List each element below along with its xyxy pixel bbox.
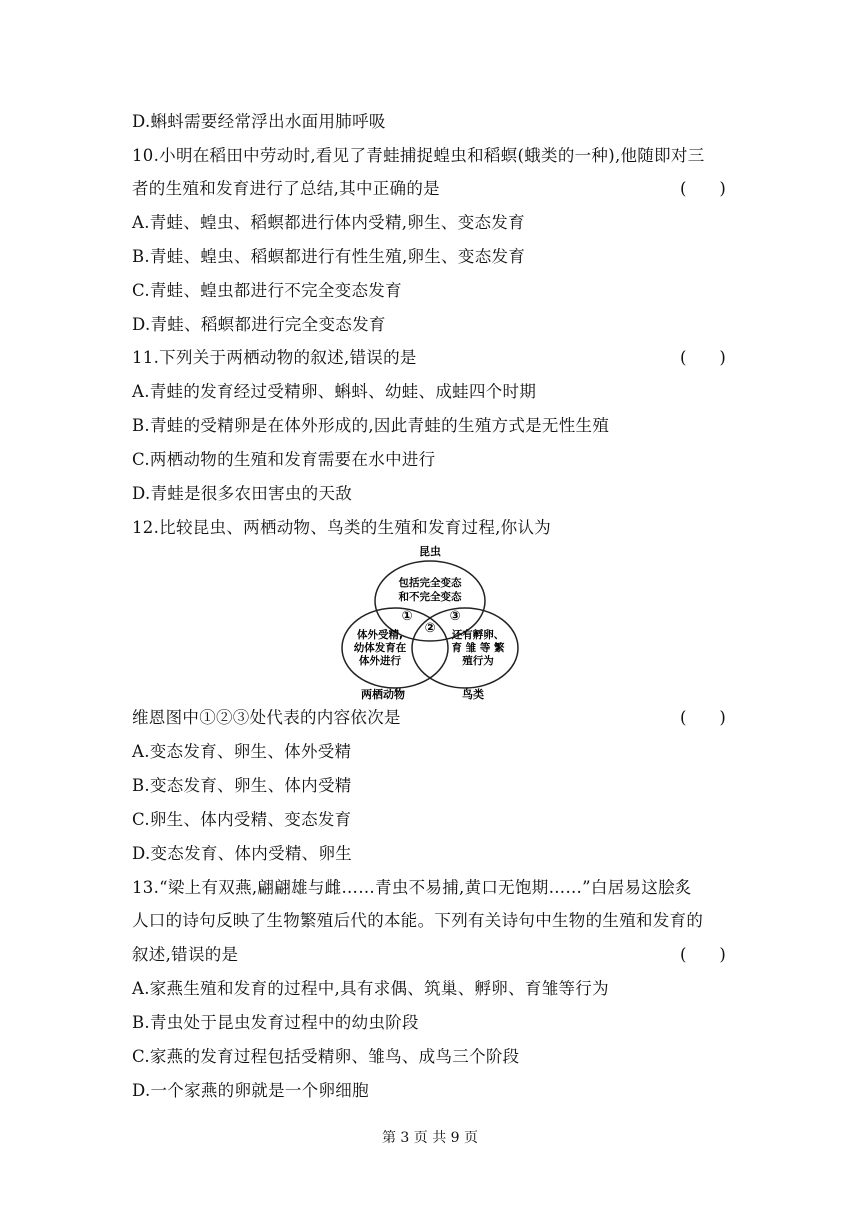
q10-stem-line2: 者的生殖和发育进行了总结,其中正确的是 xyxy=(132,179,440,198)
q12-option-d: D.变态发育、体内受精、卵生 xyxy=(132,844,353,863)
q11-option-d: D.青蛙是很多农田害虫的天敌 xyxy=(132,484,353,503)
q13-option-c: C.家燕的发育过程包括受精卵、雏鸟、成鸟三个阶段 xyxy=(132,1047,520,1066)
venn-mark-1: ① xyxy=(401,609,413,624)
q13-answer-paren: ( ) xyxy=(680,945,726,964)
q10-answer-paren: ( ) xyxy=(680,179,726,198)
q11-stem: 11.下列关于两栖动物的叙述,错误的是 xyxy=(132,348,417,367)
q12-stem-line2: 维恩图中①②③处代表的内容依次是 xyxy=(132,708,401,727)
venn-mark-2: ② xyxy=(424,621,436,636)
q12-option-b: B.变态发育、卵生、体内受精 xyxy=(132,776,352,795)
q10-option-a: A.青蛙、蝗虫、稻螟都进行体内受精,卵生、变态发育 xyxy=(132,213,525,232)
venn-label-insect: 昆虫 xyxy=(419,545,441,558)
q12-answer-paren: ( ) xyxy=(680,708,726,727)
q11-answer-paren: ( ) xyxy=(680,348,726,367)
q12-option-c: C.卵生、体内受精、变态发育 xyxy=(132,810,352,829)
venn-insect-text-2: 和不完全变态 xyxy=(398,591,462,603)
q10-option-b: B.青蛙、蝗虫、稻螟都进行有性生殖,卵生、变态发育 xyxy=(132,247,526,266)
venn-amphibian-text-1: 体外受精, xyxy=(357,629,403,641)
q11-option-b: B.青蛙的受精卵是在体外形成的,因此青蛙的生殖方式是无性生殖 xyxy=(132,416,610,435)
q12-stem-line1: 12.比较昆虫、两栖动物、鸟类的生殖和发育过程,你认为 xyxy=(132,518,552,537)
venn-bird-text-3: 殖行为 xyxy=(462,655,494,667)
q10-stem-line1: 10.小明在稻田中劳动时,看见了青蛙捕捉蝗虫和稻螟(蛾类的一种),他随即对三 xyxy=(132,146,705,165)
venn-label-bird: 鸟类 xyxy=(462,688,484,701)
q12-option-a: A.变态发育、卵生、体外受精 xyxy=(132,742,352,761)
q13-stem-line1: 13.“梁上有双燕,翩翩雄与雌……青虫不易捕,黄口无饱期……”白居易这脍炙 xyxy=(132,878,692,897)
venn-diagram xyxy=(335,543,525,703)
q13-stem-line2: 人口的诗句反映了生物繁殖后代的本能。下列有关诗句中生物的生殖和发育的 xyxy=(132,911,704,930)
page-footer: 第 3 页 共 9 页 xyxy=(381,1130,479,1146)
q9-option-d: D.蝌蚪需要经常浮出水面用肺呼吸 xyxy=(132,112,386,131)
venn-label-amphibian: 两栖动物 xyxy=(361,688,405,701)
venn-amphibian-text-3: 体外进行 xyxy=(359,655,401,667)
q11-option-a: A.青蛙的发育经过受精卵、蝌蚪、幼蛙、成蛙四个时期 xyxy=(132,382,537,401)
q10-option-c: C.青蛙、蝗虫都进行不完全变态发育 xyxy=(132,281,402,300)
q13-option-a: A.家燕生殖和发育的过程中,具有求偶、筑巢、孵卵、育雏等行为 xyxy=(132,979,609,998)
q11-option-c: C.两栖动物的生殖和发育需要在水中进行 xyxy=(132,450,436,469)
q13-option-b: B.青虫处于昆虫发育过程中的幼虫阶段 xyxy=(132,1013,419,1032)
venn-bird-text-2: 育 雏 等 繁 xyxy=(451,642,505,654)
venn-bird-text-1: 还有孵卵、 xyxy=(451,629,505,641)
venn-mark-3: ③ xyxy=(449,609,461,624)
q13-stem-line3: 叙述,错误的是 xyxy=(132,945,239,964)
q10-option-d: D.青蛙、稻螟都进行完全变态发育 xyxy=(132,315,386,334)
venn-insect-text-1: 包括完全变态 xyxy=(398,577,462,589)
venn-amphibian-text-2: 幼体发育在 xyxy=(353,642,407,654)
q13-option-d: D.一个家燕的卵就是一个卵细胞 xyxy=(132,1081,369,1100)
